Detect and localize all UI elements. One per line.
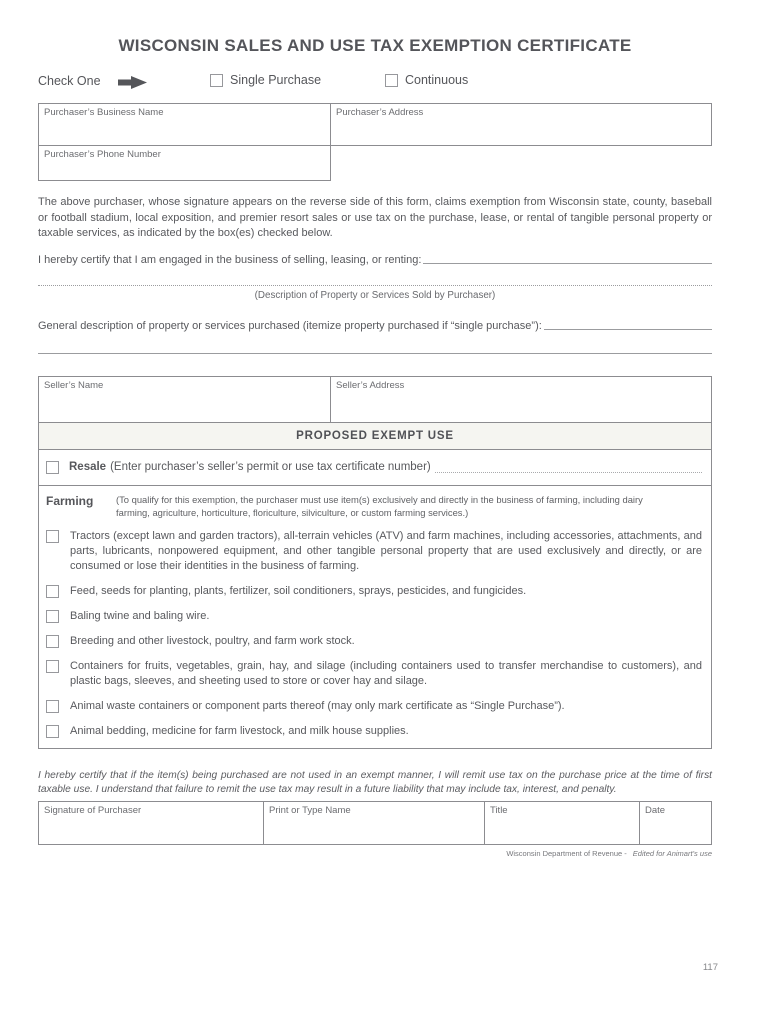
purchaser-phone-label: Purchaser’s Phone Number bbox=[44, 149, 161, 160]
single-purchase-option bbox=[210, 73, 321, 87]
farming-label: Farming bbox=[46, 493, 94, 508]
resale-checkbox[interactable] bbox=[46, 461, 59, 474]
resale-label: Resale bbox=[69, 461, 107, 473]
purchaser-address-label: Purchaser’s Address bbox=[336, 107, 424, 118]
farming-containers-checkbox[interactable] bbox=[46, 660, 59, 673]
farming-item-row bbox=[46, 584, 704, 599]
general-description-blank-line2[interactable] bbox=[38, 353, 712, 354]
farming-item-row bbox=[46, 634, 704, 649]
form-footer bbox=[38, 849, 712, 858]
proposed-exempt-use-header: PROPOSED EXEMPT USE bbox=[39, 423, 711, 450]
page-title: WISCONSIN SALES AND USE TAX EXEMPTION CERTIFICATE bbox=[118, 36, 632, 55]
description-caption: (Description of Property or Services Sold by Purchaser) bbox=[254, 289, 496, 301]
continuous-label: Continuous bbox=[405, 73, 469, 87]
seller-name-field[interactable] bbox=[39, 377, 331, 422]
print-or-type-name-label: Print or Type Name bbox=[269, 804, 351, 816]
seller-address-field[interactable] bbox=[331, 377, 711, 422]
continuous-checkbox[interactable] bbox=[385, 74, 398, 87]
farming-item-label: Animal waste containers or component parts thereof (may only mark certificate as “Single Purchase”). bbox=[70, 699, 565, 712]
general-description-blank[interactable] bbox=[544, 329, 712, 330]
farming-item-row bbox=[46, 659, 704, 689]
certification-paragraph: I hereby certify that if the item(s) being purchased are not used in an exempt manner, I will remit use tax on the purchase price at the time of first taxable use. I understand that failure to remit the use tax may result in a future liability that may include tax, interest, and penalty. bbox=[38, 769, 712, 795]
farming-breeding-checkbox[interactable] bbox=[46, 635, 59, 648]
continuous-option bbox=[385, 73, 468, 87]
intro-paragraph: The above purchaser, whose signature appears on the reverse side of this form, claims exemption from Wisconsin state, county, baseball or football stadium, local exposition, and premier resort sales or use tax on the purchase, lease, or rental of tangible personal property or taxable services, as indicated by the box(es) checked below. bbox=[38, 196, 712, 239]
farming-item-row bbox=[46, 529, 704, 574]
seller-name-label: Seller’s Name bbox=[44, 379, 104, 391]
purchaser-phone-field[interactable] bbox=[38, 146, 331, 181]
footer-source: Wisconsin Department of Revenue - bbox=[506, 848, 627, 858]
farming-tractors-checkbox[interactable] bbox=[46, 530, 59, 543]
purchaser-business-name-label: Purchaser’s Business Name bbox=[44, 107, 164, 118]
right-arrow-icon bbox=[118, 76, 151, 89]
farming-item-row bbox=[46, 699, 704, 714]
resale-permit-blank[interactable] bbox=[435, 460, 702, 473]
page-number: 117 bbox=[702, 962, 718, 973]
single-purchase-label: Single Purchase bbox=[230, 73, 322, 87]
farming-feed-checkbox[interactable] bbox=[46, 585, 59, 598]
farming-item-label: Feed, seeds for planting, plants, fertilizer, soil conditioners, sprays, pesticides, and fungicides. bbox=[70, 584, 527, 597]
exempt-use-table bbox=[38, 376, 712, 749]
resale-description: (Enter purchaser’s seller’s permit or use tax certificate number) bbox=[110, 461, 431, 473]
general-description-line bbox=[38, 320, 712, 332]
title-field[interactable] bbox=[485, 802, 640, 844]
general-description-text: General description of property or services purchased (itemize property purchased if “single purchase”): bbox=[38, 319, 542, 332]
tax-exemption-form bbox=[38, 0, 712, 858]
check-one-row bbox=[38, 73, 712, 91]
farming-item-label: Animal bedding, medicine for farm livestock, and milk house supplies. bbox=[70, 724, 409, 737]
print-or-type-name-field[interactable] bbox=[264, 802, 485, 844]
farming-section bbox=[39, 486, 711, 748]
farming-item-row bbox=[46, 724, 704, 739]
farming-item-label: Containers for fruits, vegetables, grain, hay, and silage (including containers used to transfer merchandise to customers), and plastic bags, sleeves, and sheeting used to store or cover hay and silage. bbox=[70, 659, 702, 687]
date-label: Date bbox=[645, 804, 666, 816]
farming-qualifier: (To qualify for this exemption, the purchaser must use item(s) exclusively and directly in the business of farming, including dairy farming, agriculture, horticulture, floriculture, silviculture, or custom farming services.) bbox=[116, 493, 643, 518]
seller-address-label: Seller’s Address bbox=[336, 379, 405, 391]
certify-business-line bbox=[38, 254, 712, 266]
description-blank-line[interactable] bbox=[38, 285, 712, 286]
farming-baling-checkbox[interactable] bbox=[46, 610, 59, 623]
purchaser-table-row1 bbox=[38, 103, 712, 146]
single-purchase-checkbox[interactable] bbox=[210, 74, 223, 87]
farming-header bbox=[46, 493, 704, 519]
certify-business-blank[interactable] bbox=[423, 263, 712, 264]
farming-item-label: Tractors (except lawn and garden tractors), all-terrain vehicles (ATV) and farm machines, including accessories, attachments, and parts, lubricants, nonpowered equipment, and other tangible personal property that are used exclusively and directly, or are consumed or lose their identities in the business of farming. bbox=[70, 529, 702, 572]
farming-item-label: Breeding and other livestock, poultry, and farm work stock. bbox=[70, 634, 355, 647]
date-field[interactable] bbox=[640, 802, 711, 844]
certify-business-text: I hereby certify that I am engaged in the business of selling, leasing, or renting: bbox=[38, 253, 422, 266]
farming-item-row bbox=[46, 609, 704, 624]
signature-table bbox=[38, 801, 712, 845]
purchaser-address-field[interactable] bbox=[331, 104, 711, 145]
farming-item-label: Baling twine and baling wire. bbox=[70, 609, 210, 622]
check-one-label: Check One bbox=[38, 74, 101, 88]
purchaser-business-name-field[interactable] bbox=[39, 104, 331, 145]
resale-row bbox=[39, 450, 711, 486]
signature-of-purchaser-field[interactable] bbox=[39, 802, 264, 844]
footer-edited-note: Edited for Animart’s use bbox=[632, 848, 712, 858]
seller-row bbox=[39, 377, 711, 423]
farming-animal-bedding-checkbox[interactable] bbox=[46, 725, 59, 738]
title-label: Title bbox=[490, 804, 508, 816]
farming-animal-waste-checkbox[interactable] bbox=[46, 700, 59, 713]
signature-of-purchaser-label: Signature of Purchaser bbox=[44, 804, 142, 816]
